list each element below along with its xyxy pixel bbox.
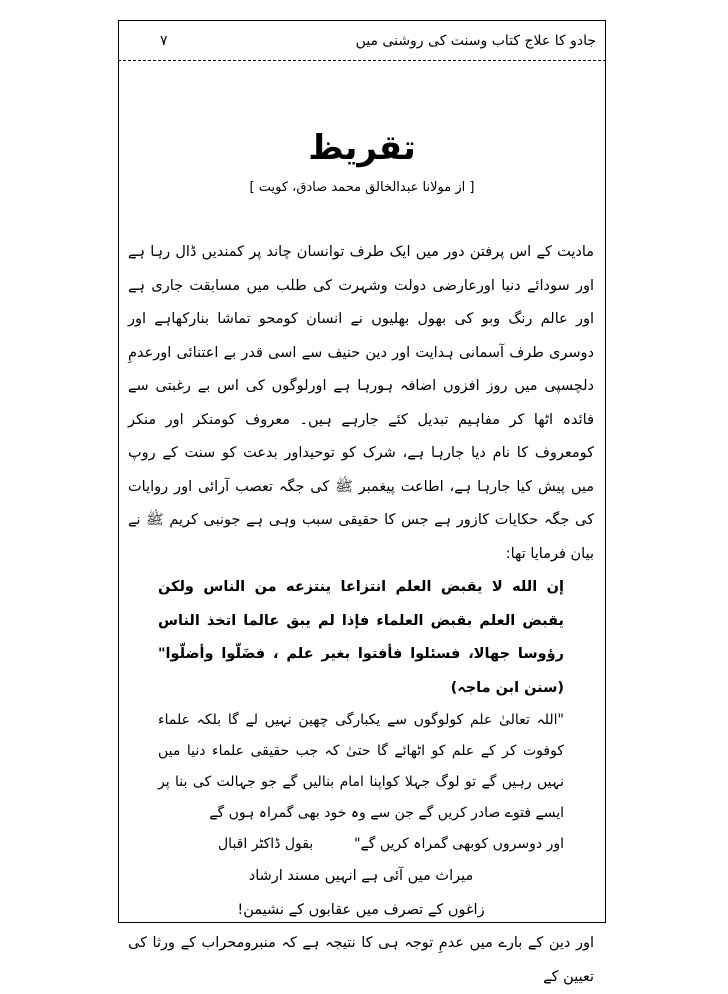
hadith-translation xyxy=(158,705,564,829)
paragraph-line: نام دیا جارہا ہے، شرک کو توحیداور بدعت کو سنت کے روپ میں پیش کیا جارہا ہے، اطاعت xyxy=(128,445,594,495)
paragraph-line: سودائے دنیا اورعارضی دولت وشہرت کی طلب میں مسابقت جاری ہے اور عالم رنگ وبو کی xyxy=(128,277,595,327)
author-attribution: [ از مولانا عبدالخالق محمد صادق، کویت ] xyxy=(249,180,475,195)
paragraph-line: رغبتی سے فائدہ اٹھا کر مفاہیم تبدیل کئے جارہے ہیں۔ معروف کومنکر اور منکر کومعروف کا xyxy=(128,378,595,461)
poem-verse: میراث میں آئی ہے انہیں مسند ارشاد xyxy=(248,868,474,884)
arabic-line: العلم بقبض العلماء فإذا لم يبق عالما اتخذ الناس رؤوسا جهالا، xyxy=(158,612,564,662)
translation-last-line: اور دوسروں کوبھی گمراہ کریں گے" xyxy=(354,836,564,852)
translation-line: اٹھائے گا حتیٰ کہ جب حقیقی علماء دنیا میں نہیں رہیں گے تو لوگ جہلا کواپنا امام بنالیں xyxy=(158,743,565,790)
hadith-block xyxy=(128,571,594,860)
running-title: جادو کا علاج کتاب وسنت کی روشنی میں xyxy=(355,33,596,49)
page-number: ۷ xyxy=(160,33,168,49)
page-header xyxy=(128,33,596,55)
paragraph-line: ہے جونبی کریم ﷺ نے بیان فرمایا تھا: xyxy=(128,512,594,562)
poet-credit: بقول ڈاکٹر اقبال xyxy=(218,836,314,852)
header-divider xyxy=(118,60,606,61)
paragraph-line: سے اسی قدر بے اعتنائی اورعدمِ دلچسپی میں روز افزوں اضافہ ہورہا ہے اورلوگوں کی اس بے xyxy=(128,344,594,394)
poem-verse: زاغوں کے تصرف میں عقابوں کے نشیمن! xyxy=(237,901,485,918)
body-text xyxy=(128,236,594,994)
closing-line: اور دین کے بارے میں عدمِ توجہ ہی کا نتیجہ ہے کہ منبرومحراب کے ورثا کی تعیین کے xyxy=(128,935,594,985)
translation-signoff xyxy=(158,829,564,860)
poem-block xyxy=(128,860,594,927)
paragraph-line: مادیت کے اس پرفتن دور میں ایک طرف توانسان چاند پر کمندیں ڈال رہا ہے اور xyxy=(128,244,595,294)
hadith-arabic xyxy=(158,571,564,705)
arabic-line: إن الله لا يقبض العلم انتزاعا ينتزعه من الناس ولكن يقبض xyxy=(158,579,564,629)
intro-paragraph xyxy=(128,236,594,571)
translation-line: "اللہ تعالیٰ علم کولوگوں سے یکبارگی چھین نہیں لے گا بلکہ علماء کوفوت کر کے علم کو xyxy=(158,712,565,759)
paragraph-line: بھول بھلیوں نے انسان کومحو تماشا بنارکھاہے اور دوسری طرف آسمانی ہدایت اور دین حنیف xyxy=(128,311,594,361)
arabic-line: فسئلوا فأفتوا بغير علم ، فضَلّوا وأضلّوا" (سنن ابن ماجہ) xyxy=(158,646,564,696)
section-heading: تقریظ xyxy=(308,128,416,168)
paragraph-line: پیغمبر ﷺ کی جگہ تعصب آرائی اور روایات کی جگہ حکایات کازور ہے جس کا حقیقی سبب وہی xyxy=(128,478,594,528)
translation-line: گے جو جہالت کی بنا پر ایسے فتوے صادر کریں گے جن سے وہ خود بھی گمراہ ہوں گے xyxy=(158,774,564,821)
